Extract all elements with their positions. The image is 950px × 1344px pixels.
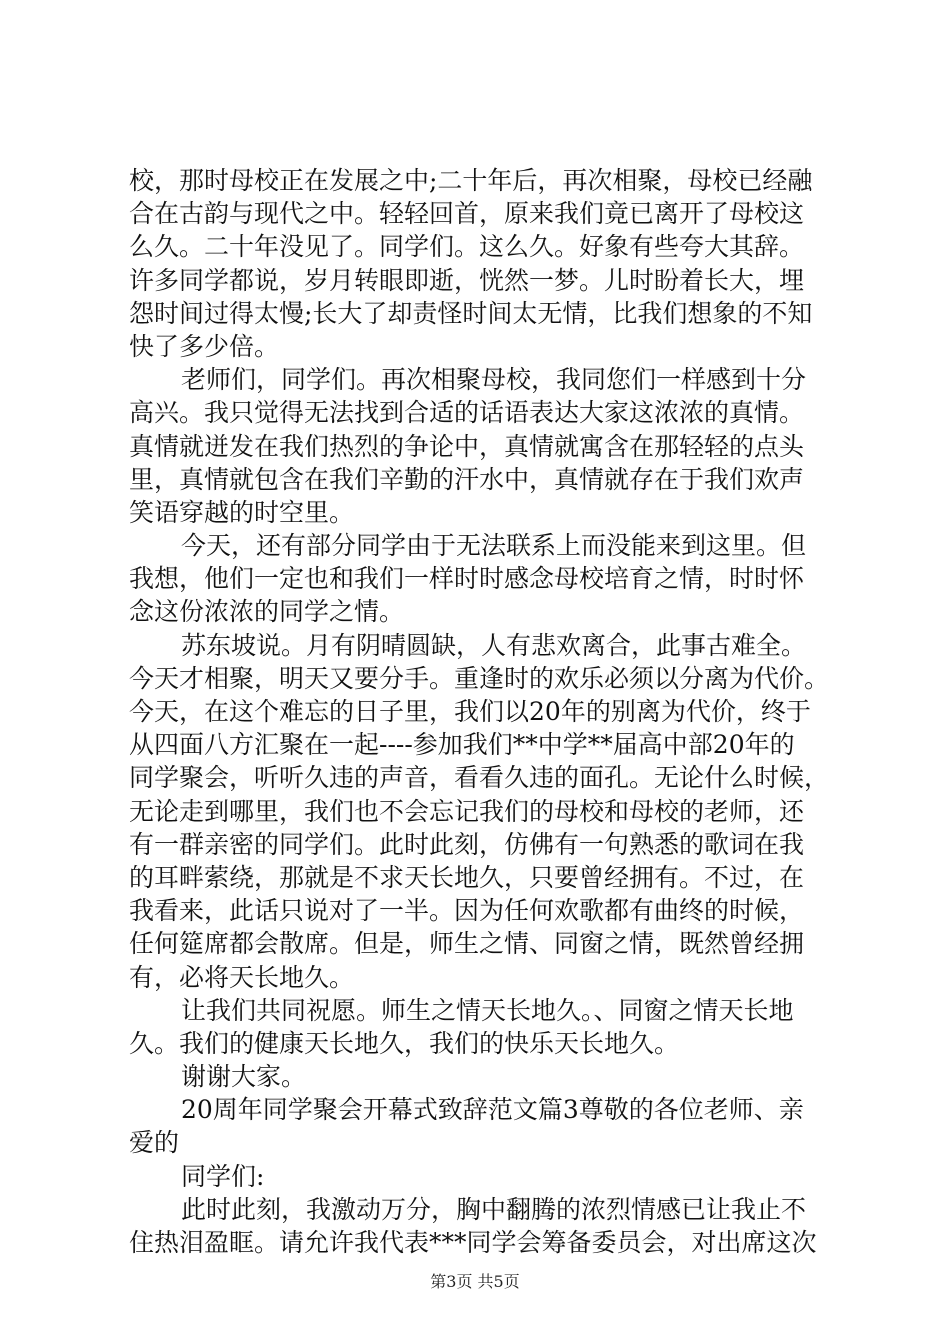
text-line: 久。我们的健康天长地久，我们的快乐天长地久。 bbox=[129, 1028, 680, 1058]
text-line: 么久。二十年没见了。同学们。这么久。好象有些夸大其辞。 bbox=[129, 232, 805, 262]
text-line: 校，那时母校正在发展之中;二十年后，再次相聚，母校已经融 bbox=[129, 166, 813, 195]
text-line: 同学聚会，听听久违的声音，看看久违的面孔。无论什么时候， bbox=[129, 763, 830, 793]
text-line: 谢谢大家。 bbox=[181, 1062, 307, 1092]
text-line: 合在古韵与现代之中。轻轻回首，原来我们竟已离开了母校这 bbox=[129, 199, 805, 229]
text-line: 此时此刻，我激动万分，胸中翻腾的浓烈情感已让我止不 bbox=[181, 1194, 807, 1224]
text-line: 有，必将天长地久。 bbox=[129, 962, 355, 992]
text-line: 从四面八方汇聚在一起----参加我们**中学**届高中部20年的 bbox=[129, 730, 795, 760]
text-line: 让我们共同祝愿。师生之情天长地久。、同窗之情天长地 bbox=[181, 995, 794, 1025]
text-line: 的耳畔萦绕，那就是不求天长地久，只要曾经拥有。不过，在 bbox=[129, 862, 805, 892]
text-line: 老师们，同学们。再次相聚母校，我同您们一样感到十分 bbox=[181, 365, 807, 395]
text-line: 快了多少倍。 bbox=[129, 331, 280, 361]
text-line: 高兴。我只觉得无法找到合适的话语表达大家这浓浓的真情。 bbox=[129, 398, 805, 428]
text-line: 同学们: bbox=[181, 1161, 265, 1191]
text-line: 今天才相聚，明天又要分手。重逢时的欢乐必须以分离为代价。 bbox=[129, 663, 830, 693]
text-line: 无论走到哪里，我们也不会忘记我们的母校和母校的老师，还 bbox=[129, 796, 805, 826]
text-line: 有一群亲密的同学们。此时此刻，仿佛有一句熟悉的歌词在我 bbox=[129, 829, 805, 859]
text-line: 笑语穿越的时空里。 bbox=[129, 497, 355, 527]
text-line: 今天，在这个难忘的日子里，我们以20年的别离为代价，终于 bbox=[129, 697, 811, 726]
text-line: 怨时间过得太慢;长大了却责怪时间太无情，比我们想象的不知 bbox=[129, 298, 813, 328]
text-line: 里，真情就包含在我们辛勤的汗水中，真情就存在于我们欢声 bbox=[129, 464, 805, 494]
text-line: 爱的 bbox=[129, 1128, 180, 1158]
text-line: 许多同学都说，岁月转眼即逝，恍然一梦。儿时盼着长大，埋 bbox=[129, 265, 805, 295]
text-line: 我想，他们一定也和我们一样时时感念母校培育之情，时时怀 bbox=[129, 564, 805, 594]
text-line: 我看来，此话只说对了一半。因为任何欢歌都有曲终的时候， bbox=[129, 896, 805, 926]
text-line: 任何筵席都会散席。但是，师生之情、同窗之情，既然曾经拥 bbox=[129, 929, 805, 959]
text-line: 今天，还有部分同学由于无法联系上而没能来到这里。但 bbox=[181, 531, 807, 561]
text-line: 真情就迸发在我们热烈的争论中，真情就寓含在那轻轻的点头 bbox=[129, 431, 805, 461]
text-line: 苏东坡说。月有阴晴圆缺，人有悲欢离合，此事古难全。 bbox=[181, 630, 807, 660]
text-line: 念这份浓浓的同学之情。 bbox=[129, 597, 405, 627]
page-footer: 第3页 共5页 bbox=[430, 1272, 520, 1291]
text-line: 20周年同学聚会开幕式致辞范文篇3尊敬的各位老师、亲 bbox=[181, 1095, 804, 1125]
text-line: 住热泪盈眶。请允许我代表***同学会筹备委员会，对出席这次 bbox=[129, 1228, 817, 1257]
document-body bbox=[129, 164, 839, 1259]
